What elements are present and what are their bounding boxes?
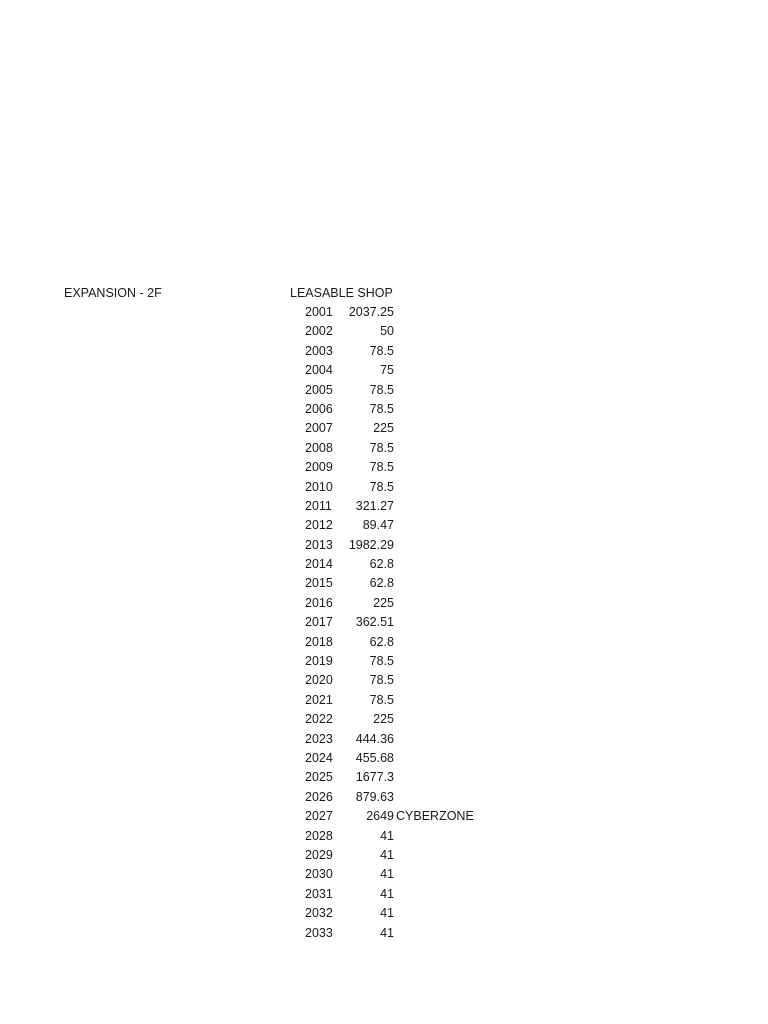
shop-area: 62.8 bbox=[369, 557, 394, 572]
shop-area: 50 bbox=[380, 324, 394, 339]
shop-code: 2005 bbox=[305, 382, 333, 397]
shop-code: 2018 bbox=[305, 634, 333, 649]
shop-list bbox=[290, 303, 490, 943]
shop-code: 2004 bbox=[305, 363, 333, 378]
shop-code: 2024 bbox=[305, 750, 333, 765]
shop-area: 62.8 bbox=[369, 634, 394, 649]
shop-area: 78.5 bbox=[369, 654, 394, 669]
shop-code: 2010 bbox=[305, 479, 333, 494]
shop-area: 78.5 bbox=[369, 343, 394, 358]
list-item bbox=[290, 478, 490, 497]
shop-code: 2006 bbox=[305, 401, 333, 416]
shop-code: 2002 bbox=[305, 324, 333, 339]
shop-area: 2649 bbox=[366, 809, 394, 824]
shop-area: 78.5 bbox=[369, 460, 394, 475]
shop-code: 2029 bbox=[305, 847, 333, 862]
list-item bbox=[290, 361, 490, 380]
shop-code: 2028 bbox=[305, 828, 333, 843]
shop-area: 225 bbox=[373, 712, 394, 727]
shop-area: 78.5 bbox=[369, 382, 394, 397]
shop-area: 78.5 bbox=[369, 440, 394, 455]
shop-code: 2003 bbox=[305, 343, 333, 358]
list-item bbox=[290, 671, 490, 690]
list-item bbox=[290, 594, 490, 613]
list-item bbox=[290, 497, 490, 516]
shop-area: 89.47 bbox=[362, 518, 394, 533]
list-item bbox=[290, 303, 490, 322]
list-item bbox=[290, 613, 490, 632]
shop-code: 2030 bbox=[305, 867, 333, 882]
shop-note: CYBERZONE bbox=[396, 809, 474, 824]
list-item bbox=[290, 807, 490, 826]
list-item bbox=[290, 691, 490, 710]
shop-code: 2012 bbox=[305, 518, 333, 533]
shop-area: 321.27 bbox=[355, 498, 394, 513]
shop-code: 2026 bbox=[305, 789, 333, 804]
shop-area: 455.68 bbox=[355, 750, 394, 765]
list-item bbox=[290, 865, 490, 884]
shop-code: 2013 bbox=[305, 537, 333, 552]
shop-area: 78.5 bbox=[369, 401, 394, 416]
shop-area: 444.36 bbox=[355, 731, 394, 746]
shop-area: 362.51 bbox=[355, 615, 394, 630]
list-item bbox=[290, 885, 490, 904]
shop-code: 2031 bbox=[305, 886, 333, 901]
shop-code: 2022 bbox=[305, 712, 333, 727]
list-item bbox=[290, 768, 490, 787]
list-item bbox=[290, 633, 490, 652]
shop-code: 2011 bbox=[305, 498, 332, 513]
shop-area: 62.8 bbox=[369, 576, 394, 591]
shop-area: 41 bbox=[380, 847, 394, 862]
shop-code: 2033 bbox=[305, 925, 333, 940]
list-item bbox=[290, 904, 490, 923]
list-item bbox=[290, 710, 490, 729]
shop-code: 2001 bbox=[305, 305, 333, 319]
section-title: EXPANSION - 2F bbox=[64, 286, 162, 300]
shop-area: 1677.3 bbox=[355, 770, 394, 785]
shop-area: 2037.25 bbox=[348, 305, 394, 319]
shop-code: 2007 bbox=[305, 421, 333, 436]
shop-area: 41 bbox=[380, 886, 394, 901]
shop-code: 2021 bbox=[305, 692, 333, 707]
list-item bbox=[290, 342, 490, 361]
list-item bbox=[290, 555, 490, 574]
column-header-leasable-shop: LEASABLE SHOP bbox=[290, 286, 393, 300]
shop-area: 225 bbox=[373, 421, 394, 436]
list-item bbox=[290, 419, 490, 438]
shop-area: 78.5 bbox=[369, 673, 394, 688]
list-item bbox=[290, 400, 490, 419]
shop-code: 2020 bbox=[305, 673, 333, 688]
list-item bbox=[290, 652, 490, 671]
list-item bbox=[290, 788, 490, 807]
list-item bbox=[290, 749, 490, 768]
shop-code: 2019 bbox=[305, 654, 333, 669]
list-item bbox=[290, 381, 490, 400]
shop-area: 225 bbox=[373, 595, 394, 610]
shop-code: 2009 bbox=[305, 460, 333, 475]
shop-code: 2008 bbox=[305, 440, 333, 455]
list-item bbox=[290, 458, 490, 477]
shop-code: 2014 bbox=[305, 557, 333, 572]
shop-area: 41 bbox=[380, 906, 394, 921]
shop-code: 2017 bbox=[305, 615, 333, 630]
list-item bbox=[290, 322, 490, 341]
list-item bbox=[290, 730, 490, 749]
shop-code: 2023 bbox=[305, 731, 333, 746]
shop-code: 2015 bbox=[305, 576, 333, 591]
shop-area: 78.5 bbox=[369, 479, 394, 494]
list-item bbox=[290, 846, 490, 865]
shop-area: 41 bbox=[380, 828, 394, 843]
list-item bbox=[290, 924, 490, 943]
list-item bbox=[290, 827, 490, 846]
list-item bbox=[290, 574, 490, 593]
shop-code: 2027 bbox=[305, 809, 333, 824]
shop-code: 2016 bbox=[305, 595, 333, 610]
list-item bbox=[290, 516, 490, 535]
shop-area: 879.63 bbox=[355, 789, 394, 804]
list-item bbox=[290, 536, 490, 555]
list-item bbox=[290, 439, 490, 458]
shop-area: 41 bbox=[380, 925, 394, 940]
shop-area: 75 bbox=[380, 363, 394, 378]
shop-code: 2025 bbox=[305, 770, 333, 785]
shop-area: 78.5 bbox=[369, 692, 394, 707]
shop-code: 2032 bbox=[305, 906, 333, 921]
shop-area: 41 bbox=[380, 867, 394, 882]
shop-area: 1982.29 bbox=[348, 537, 394, 552]
